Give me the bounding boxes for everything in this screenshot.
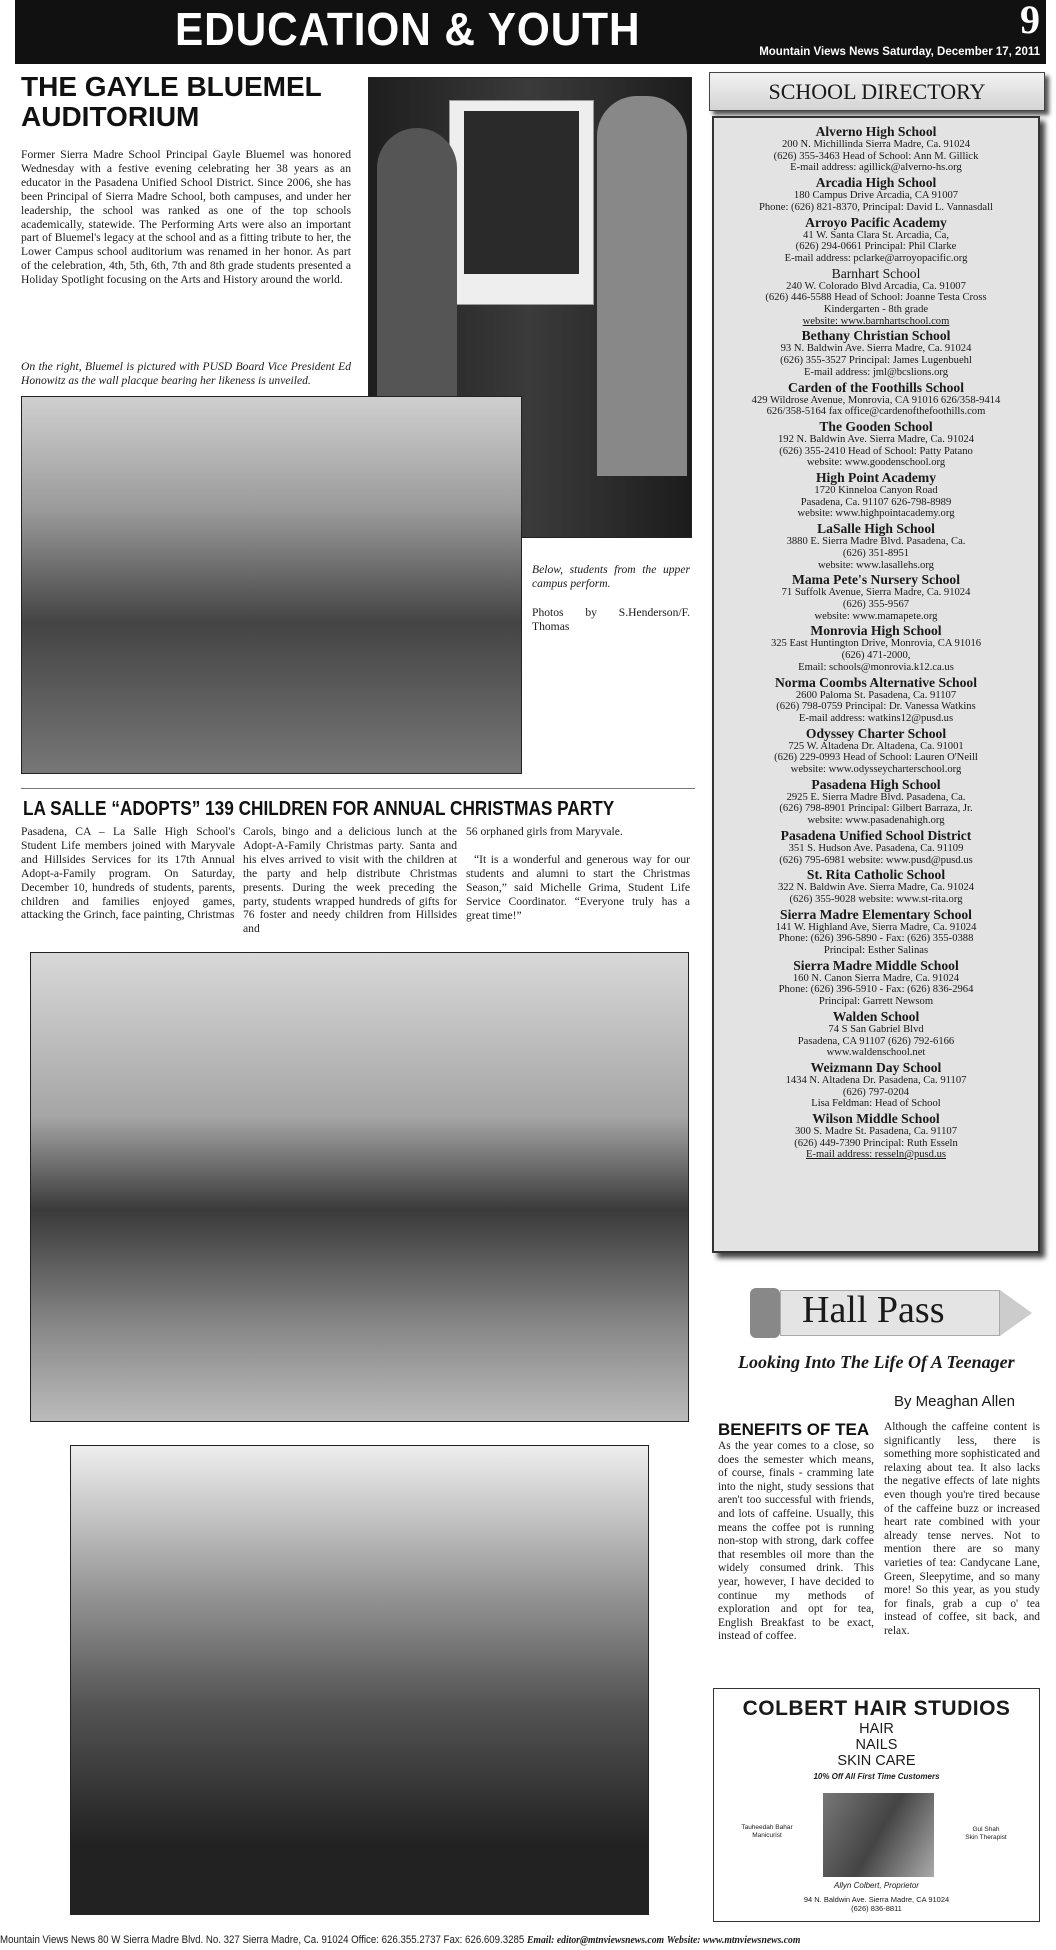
- school-detail: 192 N. Baldwin Ave. Sierra Madre, Ca. 91024: [777, 433, 975, 445]
- school-detail: 1720 Kinneloa Canyon Road: [814, 485, 938, 497]
- school-name: Monrovia High School: [810, 623, 942, 639]
- tea-body-col1: As the year comes to a close, so does the semester which means, of course, finals - cramming late into the night, study sessions that aren't too successful with friends, and lots of caffeine. Usually, this means the coffee pot is running non-stop with strong, dark coffee that resembles oil more than the widely consumed drink. This year, however, I have decided to continue my methods of exploration and opt for tea, English Breakfast to be exact, instead of coffee.: [718, 1440, 874, 1643]
- school-name: Odyssey Charter School: [805, 725, 947, 741]
- ad-staff-name: Tauheedah Bahar: [741, 1824, 793, 1831]
- school-entry: [716, 329, 1036, 378]
- footer-website: Website: www.mtnviewsnews.com: [666, 1934, 801, 1946]
- colbert-hair-ad: [713, 1688, 1040, 1922]
- school-entry: [716, 959, 1036, 1008]
- hall-pass-title: Hall Pass: [802, 1289, 945, 1331]
- school-detail: (626) 798-8901 Principal: Gilbert Barraza, Jr.: [779, 803, 973, 815]
- school-detail[interactable]: website: www.pasadenahigh.org: [807, 815, 945, 827]
- school-entry: [716, 1112, 1036, 1161]
- school-detail[interactable]: www.waldenschool.net: [826, 1047, 926, 1059]
- school-detail: 141 W. Highland Ave, Sierra Madre, Ca. 91024: [775, 921, 977, 933]
- ad-staff-role: Manicurist: [752, 1832, 782, 1839]
- page-footer: [0, 1934, 929, 1946]
- school-detail[interactable]: E-mail address: agillick@alverno-hs.org: [790, 162, 962, 174]
- school-detail[interactable]: website: www.barnhartschool.com: [802, 315, 950, 327]
- ad-staff-role: Skin Therapist: [965, 1834, 1007, 1841]
- ad-offer: 10% Off All First Time Customers: [813, 1772, 940, 1781]
- school-name: Sierra Madre Middle School: [793, 957, 959, 973]
- school-detail: Pasadena, CA 91107 (626) 792-6166: [797, 1035, 955, 1047]
- school-detail[interactable]: E-mail address: jml@bcslions.org: [803, 366, 949, 378]
- school-detail: (626) 797-0204: [842, 1086, 910, 1098]
- tea-body-col2: Although the caffeine content is significantly less, there is something more sophisticated and relaxing about tea. It also lacks the negative effects of late nights even though you're tired because of the caffeine buzz or increased heart rate combined with your already tense nerves. Not to mention there are so many varieties of tea: Candycane Lane, Green, Sleepytime, and so many more! So this year, as you study for finals, grab a cup o' tea instead of coffee, sit back, and relax.: [884, 1421, 1040, 1637]
- school-name: Sierra Madre Elementary School: [780, 906, 972, 922]
- school-detail[interactable]: website: www.highpointacademy.org: [797, 508, 955, 520]
- school-entry: [716, 216, 1036, 265]
- school-detail: 322 N. Baldwin Ave. Sierra Madre, Ca. 91024: [777, 882, 975, 894]
- tea-headline: BENEFITS OF TEA: [718, 1420, 870, 1439]
- school-detail: (626) 351-8951: [842, 547, 910, 559]
- school-detail: Phone: (626) 396-5890 - Fax: (626) 355-0388: [778, 933, 974, 945]
- school-detail[interactable]: website: www.goodenschool.org: [806, 457, 946, 469]
- school-name: Pasadena Unified School District: [780, 827, 972, 843]
- school-detail: (626) 355-3463 Head of School: Ann M. Gillick: [773, 150, 979, 162]
- school-detail: 325 East Huntington Drive, Monrovia, CA 91016: [770, 638, 982, 650]
- school-detail: Pasadena, Ca. 91107 626-798-8989: [800, 496, 952, 508]
- plaque-image: [449, 100, 594, 305]
- article-body-col3: 56 orphaned girls from Maryvale.: [466, 825, 623, 838]
- section-header: [15, 0, 1046, 64]
- person-right: [597, 96, 687, 476]
- school-entry: [716, 868, 1036, 905]
- school-detail: 1434 N. Altadena Dr. Pasadena, Ca. 91107: [785, 1074, 967, 1086]
- school-detail[interactable]: website: www.lasallehs.org: [818, 559, 934, 571]
- photo-santa: [70, 1445, 649, 1915]
- ad-address: 94 N. Baldwin Ave. Sierra Madre, CA 91024: [803, 1895, 950, 1904]
- school-detail: (626) 471-2000,: [841, 650, 911, 662]
- hall-pass-tagline: Looking Into The Life Of A Teenager: [738, 1352, 1015, 1372]
- school-detail: (626) 446-5588 Head of School: Joanne Testa Cross: [765, 292, 987, 304]
- school-detail[interactable]: E-mail address: resseln@pusd.us: [805, 1149, 947, 1161]
- school-detail: Principal: Esther Salinas: [823, 945, 929, 957]
- school-name: Arroyo Pacific Academy: [805, 214, 947, 230]
- school-detail: 300 S. Madre St. Pasadena, Ca. 91107: [794, 1126, 958, 1138]
- school-entry: [716, 573, 1036, 622]
- school-entry: [716, 676, 1036, 725]
- divider: [21, 788, 695, 789]
- school-name: High Point Academy: [815, 470, 937, 486]
- school-name: St. Rita Catholic School: [806, 867, 946, 883]
- school-detail[interactable]: E-mail address: pclarke@arroyopacific.org: [784, 252, 968, 264]
- article-body-col2: Carols, bingo and a delicious lunch at the Adopt-A-Family Christmas party. Santa and his elves arrived to visit with the children at the party and help distribute Christmas presents. During the week preceding the party, students wrapped hundreds of gifts for 76 foster and needy children from Hillsides and: [243, 825, 457, 936]
- school-directory: [712, 116, 1040, 1253]
- article-headline: LA SALLE “ADOPTS” 139 CHILDREN FOR ANNUAL CHRISTMAS PARTY: [23, 797, 615, 820]
- school-detail[interactable]: E-mail address: watkins12@pusd.us: [798, 712, 954, 724]
- school-detail: 2925 E. Sierra Madre Blvd. Pasadena, Ca.: [786, 791, 966, 803]
- school-entry: [716, 727, 1036, 776]
- photo-credit: Photos by S.Henderson/F. Thomas: [532, 606, 690, 633]
- school-detail: (626) 355-2410 Head of School: Patty Patano: [779, 445, 973, 457]
- school-detail: 160 N. Canon Sierra Madre, Ca. 91024: [792, 972, 960, 984]
- school-name: Arcadia High School: [815, 175, 937, 191]
- school-detail: 200 N. Michillinda Sierra Madre, Ca. 91024: [781, 139, 970, 150]
- school-detail: 3880 E. Sierra Madre Blvd. Pasadena, Ca.: [786, 536, 966, 548]
- photo-students-gifts: [30, 952, 689, 1422]
- school-name: Wilson Middle School: [812, 1111, 940, 1127]
- footer-email: Email: editor@mtnviewsnews.com: [526, 1934, 665, 1946]
- ad-phone: (626) 836-8811: [851, 1904, 902, 1913]
- school-name: The Gooden School: [819, 418, 933, 434]
- school-name: Pasadena High School: [811, 776, 941, 792]
- school-entry: [716, 778, 1036, 827]
- school-name: Barnhart School: [831, 265, 921, 281]
- section-title: EDUCATION & YOUTH: [175, 3, 641, 55]
- footer-info: Mountain Views News 80 W Sierra Madre Blvd. No. 327 Sierra Madre, Ca. 91024 Office: 626.355.2737 Fax: 626.609.3285: [0, 1934, 525, 1946]
- school-entry: [716, 471, 1036, 520]
- school-entry: [716, 829, 1036, 866]
- directory-title: SCHOOL DIRECTORY: [709, 72, 1045, 111]
- school-detail: 41 W. Santa Clara St. Arcadia, Ca,: [803, 229, 949, 241]
- school-name: Norma Coombs Alternative School: [774, 674, 977, 690]
- school-detail: 429 Wildrose Avenue, Monrovia, CA 91016 626/358-9414: [751, 394, 1001, 406]
- article-headline: THE GAYLE BLUEMEL AUDITORIUM: [21, 71, 322, 132]
- school-detail: (626) 294-0661 Principal: Phil Clarke: [795, 241, 957, 253]
- school-detail: 725 W. Altadena Dr. Altadena, Ca. 91001: [788, 740, 964, 752]
- school-entry: [716, 908, 1036, 957]
- school-entry: [716, 624, 1036, 673]
- school-detail: (626) 229-0993 Head of School: Lauren O'Neill: [774, 752, 978, 764]
- school-entry: [716, 125, 1036, 174]
- school-detail: 93 N. Baldwin Ave. Sierra Madre, Ca. 91024: [780, 343, 972, 355]
- school-entry: [716, 381, 1036, 418]
- school-detail: 240 W. Colorado Blvd Arcadia, Ca. 91007: [786, 280, 966, 292]
- page-number: 9: [1020, 0, 1040, 42]
- photo-caption: On the right, Bluemel is pictured with PUSD Board Vice President Ed Honowitz as the wall placque bearing her likeness is unveiled.: [21, 360, 351, 387]
- ad-proprietor: Allyn Colbert, Proprietor: [834, 1881, 919, 1890]
- school-entry: [716, 176, 1036, 213]
- school-detail: (626) 355-9567: [842, 598, 910, 610]
- school-detail: Phone: (626) 821-8370, Principal: David L. Vannasdall: [758, 201, 993, 213]
- school-name: Bethany Christian School: [801, 328, 951, 344]
- school-name: Walden School: [832, 1008, 920, 1024]
- school-detail[interactable]: (626) 355-9028 website: www.st-rita.org: [789, 893, 963, 905]
- school-detail[interactable]: website: www.mamapete.org: [814, 610, 938, 622]
- article-quote: “It is a wonderful and generous way for our students and alumni to start the Christmas Season,” said Michelle Grima, Student Life Service Coordinator. “Everyone truly has a great time!”: [466, 853, 690, 922]
- school-name: Alverno High School: [815, 124, 937, 139]
- school-detail: Principal: Garrett Newsom: [818, 996, 934, 1008]
- ad-staff-name: Gul Shah: [972, 1826, 1000, 1833]
- school-detail[interactable]: website: www.odysseycharterschool.org: [790, 764, 962, 776]
- ad-service: NAILS: [855, 1737, 898, 1753]
- school-entry: [716, 1061, 1036, 1110]
- school-name: LaSalle High School: [817, 521, 935, 537]
- school-detail: 74 S San Gabriel Blvd: [828, 1023, 924, 1035]
- school-detail[interactable]: (626) 795-6981 website: www.pusd@pusd.us: [779, 854, 973, 866]
- pencil-tip-icon: [1000, 1290, 1032, 1336]
- school-detail: 351 S. Hudson Ave. Pasadena, Ca. 91109: [788, 842, 964, 854]
- article-body-col1: Pasadena, CA – La Salle High School's Student Life members joined with Maryvale and Hillsides Services for its 17th Annual Adopt-a-Family program. On Saturday, December 10, hundreds of students, parents, children and families enjoyed games, attacking the Grinch, face painting, Christmas: [21, 825, 235, 922]
- school-detail: Lisa Feldman: Head of School: [811, 1098, 941, 1110]
- ad-business-name: COLBERT HAIR STUDIOS: [742, 1697, 1011, 1720]
- school-detail: Kindergarten - 8th grade: [823, 304, 929, 316]
- article-body: Former Sierra Madre School Principal Gayle Bluemel was honored Wednesday with a festive evening celebrating her 38 years as an educator in the Pasadena Unified School District. Since 2006, she has been Principal of Sierra Madre School, both campuses, and under her leadership, the school was ranked as one of the top schools academically, statewide. The Performing Arts were also an important part of Bluemel's legacy at the school and as a fitting tribute to her, the Lower Campus school auditorium was renamed in her honor. As part of the celebration, 4th, 5th, 6th, 7th and 8th grade students presented a Holiday Spotlight focusing on the Arts and History around the world.: [21, 148, 351, 287]
- photo-students-perform: [21, 396, 522, 774]
- dateline: Mountain Views News Saturday, December 17, 2011: [759, 46, 1040, 58]
- pencil-eraser: [750, 1288, 780, 1338]
- ad-service: HAIR: [859, 1721, 894, 1737]
- school-name: Mama Pete's Nursery School: [792, 572, 960, 588]
- school-detail: Phone: (626) 396-5910 - Fax: (626) 836-2964: [778, 984, 974, 996]
- school-entry: [716, 522, 1036, 571]
- school-entry: [716, 420, 1036, 469]
- byline: By Meaghan Allen: [894, 1393, 1015, 1410]
- school-detail: 71 Suffolk Avenue, Sierra Madre, Ca. 91024: [781, 587, 971, 599]
- school-name: Carden of the Foothills School: [788, 379, 964, 395]
- ad-service: SKIN CARE: [837, 1753, 916, 1769]
- school-detail: (626) 798-0759 Principal: Dr. Vanessa Watkins: [776, 701, 976, 713]
- photo-caption-below: Below, students from the upper campus perform.: [532, 563, 690, 590]
- school-detail: 180 Campus Drive Arcadia, CA 91007: [793, 190, 959, 202]
- school-detail[interactable]: 626/358-5164 fax office@cardenofthefoothills.com: [766, 406, 986, 418]
- school-detail: 2600 Paloma St. Pasadena, Ca. 91107: [795, 689, 957, 701]
- school-entry: [716, 1010, 1036, 1059]
- school-name: Weizmann Day School: [810, 1059, 942, 1075]
- school-detail[interactable]: Email: schools@monrovia.k12.ca.us: [798, 661, 954, 673]
- hall-pass-logo: [730, 1282, 1045, 1342]
- ad-salon-photo: [823, 1793, 934, 1877]
- school-entry: [716, 267, 1036, 328]
- school-detail: (626) 449-7390 Principal: Ruth Esseln: [794, 1137, 958, 1149]
- school-detail: (626) 355-3527 Principal: James Lugenbuehl: [780, 355, 972, 367]
